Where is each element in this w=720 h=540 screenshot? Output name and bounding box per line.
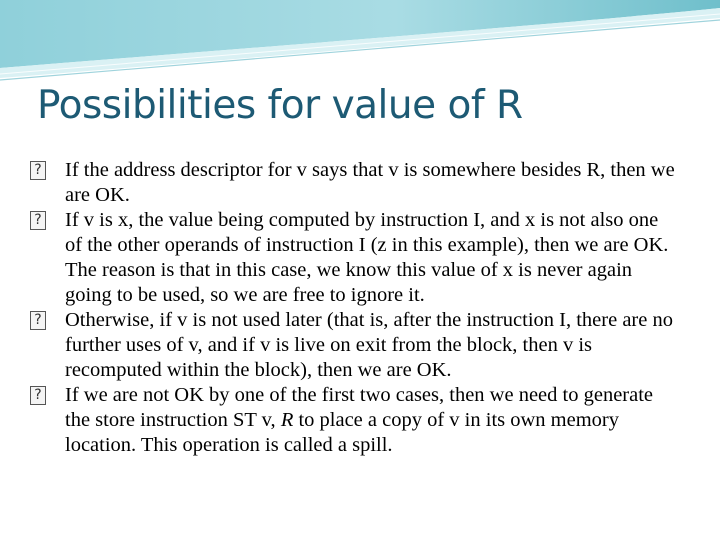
bullet-text: If the address descriptor for v says that v is somewhere besides R, then we are OK. xyxy=(65,159,675,206)
header-wave-band xyxy=(0,0,720,68)
bullet-text xyxy=(65,384,653,456)
bullet-marker-icon: ? xyxy=(30,161,46,180)
bullet-item xyxy=(30,383,680,458)
bullet-item xyxy=(30,208,680,308)
slide-title: Possibilities for value of R xyxy=(37,83,523,128)
bullet-text: Otherwise, if v is not used later (that is, after the instruction I, there are no further uses of v, and if v is live on exit from the block, then v is recomputed within the block), then we are OK. xyxy=(65,309,673,381)
bullet-text-part: to place a copy of v in its own memory location. This operation is called a spill. xyxy=(65,409,619,456)
bullet-item xyxy=(30,158,680,208)
bullet-marker-icon: ? xyxy=(30,211,46,230)
bullet-marker-icon: ? xyxy=(30,311,46,330)
bullet-text-italic: R xyxy=(280,409,294,431)
bullet-text-part: If we are not OK by one of the first two cases, then we need to generate the store instruction ST v, xyxy=(65,384,654,431)
bullet-item xyxy=(30,308,680,383)
bullet-text: If v is x, the value being computed by instruction I, and x is not also one of the other operands of instruction I (z in this example), then we are OK. The reason is that in this case, we know this value of x is never again going to be used, so we are free to ignore it. xyxy=(65,209,669,306)
bullet-marker-icon: ? xyxy=(30,386,46,405)
bullet-list xyxy=(30,158,680,458)
